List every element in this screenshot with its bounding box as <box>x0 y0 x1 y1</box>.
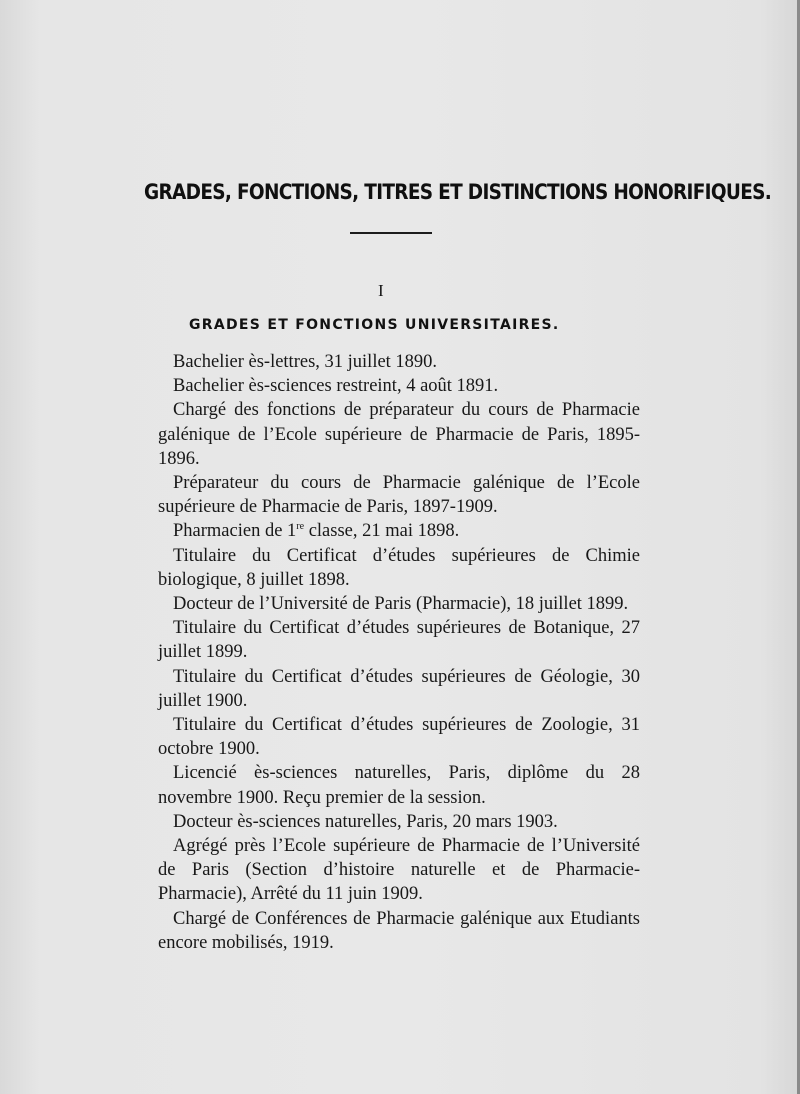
list-item: Bachelier ès-lettres, 31 juillet 1890. <box>173 352 438 372</box>
list-item: Agrégé près l’Ecole supérieure de Pharmacie de l’Université de Paris (Section d’histoire naturelle et de Pharmacie-Pharmacie), Arrêté du 11 juin 1909. <box>158 836 640 905</box>
list-item: Bachelier ès-sciences restreint, 4 août 1891. <box>173 376 499 397</box>
list-item: Licencié ès-sciences naturelles, Paris, diplôme du 28 novembre 1900. Reçu premier de la session. <box>158 763 640 808</box>
list-item: Titulaire du Certificat d’études supérieures de Botanique, 27 juillet 1899. <box>158 618 640 663</box>
list-item: Titulaire du Certificat d’études supérieures de Géologie, 30 juillet 1900. <box>158 666 640 711</box>
list-item: Chargé des fonctions de préparateur du cours de Pharmacie galénique de l’Ecole supérieure de Pharmacie de Paris, 1895-1896. <box>158 400 640 469</box>
entries-list <box>158 350 640 955</box>
page-title: GRADES, FONCTIONS, TITRES ET DISTINCTIONS HONORIFIQUES. <box>144 180 772 205</box>
list-item: Chargé de Conférences de Pharmacie galénique aux Etudiants encore mobilisés, 1919. <box>158 908 640 953</box>
entry-text: classe, 21 mai 1898. <box>304 521 460 542</box>
list-item-pharmacien <box>158 519 640 543</box>
list-item: Titulaire du Certificat d’études supérieures de Zoologie, 31 octobre 1900. <box>158 715 640 760</box>
ordinal-superscript: re <box>296 521 305 533</box>
entry-text: Pharmacien de 1 <box>173 521 297 542</box>
list-item: Docteur ès-sciences naturelles, Paris, 20 mars 1903. <box>173 811 558 832</box>
list-item: Docteur de l’Université de Paris (Pharmacie), 18 juillet 1899. <box>173 594 629 615</box>
section-heading: GRADES ET FONCTIONS UNIVERSITAIRES. <box>189 317 560 333</box>
section-number: I <box>378 281 384 300</box>
list-item: Préparateur du cours de Pharmacie galénique de l’Ecole supérieure de Pharmacie de Paris, 1897-1909. <box>158 473 640 518</box>
title-divider <box>350 232 432 234</box>
list-item: Titulaire du Certificat d’études supérieures de Chimie biologique, 8 juillet 1898. <box>158 545 640 590</box>
